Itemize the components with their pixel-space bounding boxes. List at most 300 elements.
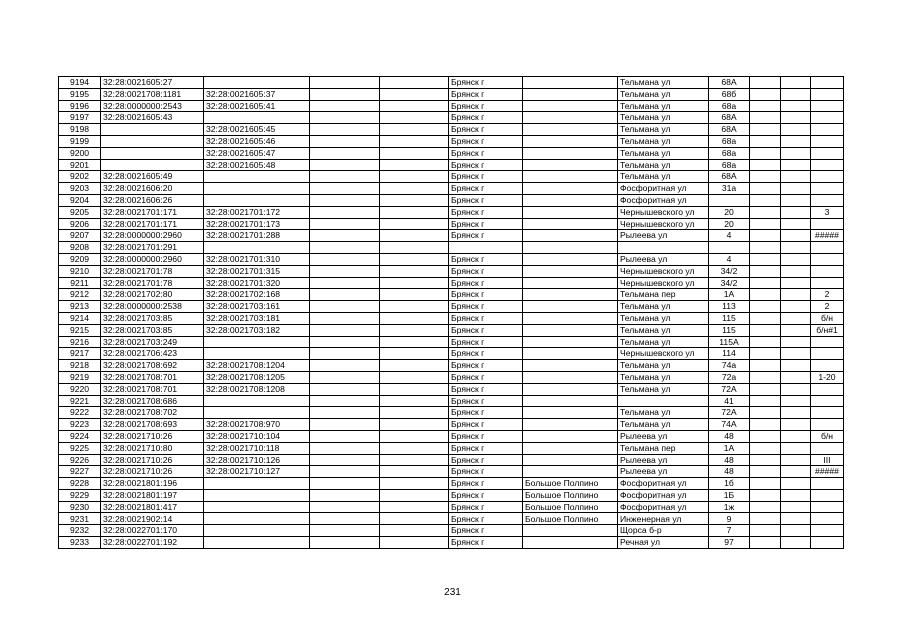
street-cell: Рылеева ул bbox=[618, 454, 709, 466]
table-row bbox=[59, 407, 844, 419]
blank-cell bbox=[310, 206, 380, 218]
parent-cadastral-cell bbox=[204, 537, 310, 549]
blank-cell bbox=[380, 371, 449, 383]
parent-cadastral-cell bbox=[204, 112, 310, 124]
blank-cell bbox=[781, 171, 811, 183]
apartment-cell bbox=[811, 383, 844, 395]
apartment-cell bbox=[811, 407, 844, 419]
parent-cadastral-cell: 32:28:0021605:48 bbox=[204, 159, 310, 171]
row-number-cell: 9207 bbox=[59, 230, 101, 242]
row-number-cell: 9227 bbox=[59, 466, 101, 478]
table-row bbox=[59, 336, 844, 348]
row-number-cell: 9226 bbox=[59, 454, 101, 466]
locality-cell: Большое Полпино bbox=[523, 501, 618, 513]
blank-cell bbox=[380, 501, 449, 513]
street-cell: Тельмана ул bbox=[618, 407, 709, 419]
blank-cell bbox=[380, 537, 449, 549]
street-cell: Тельмана ул bbox=[618, 383, 709, 395]
house-cell: 4 bbox=[709, 230, 750, 242]
city-cell: Брянск г bbox=[449, 206, 523, 218]
blank-cell bbox=[310, 419, 380, 431]
blank-cell bbox=[781, 277, 811, 289]
table-row bbox=[59, 277, 844, 289]
city-cell: Брянск г bbox=[449, 360, 523, 372]
table-row bbox=[59, 218, 844, 230]
table-row bbox=[59, 253, 844, 265]
row-number-cell: 9211 bbox=[59, 277, 101, 289]
blank-cell bbox=[750, 242, 781, 254]
blank-cell bbox=[380, 159, 449, 171]
blank-cell bbox=[310, 183, 380, 195]
blank-cell bbox=[310, 230, 380, 242]
blank-cell bbox=[310, 360, 380, 372]
blank-cell bbox=[781, 419, 811, 431]
parent-cadastral-cell: 32:28:0021605:37 bbox=[204, 88, 310, 100]
house-cell: 1б bbox=[709, 478, 750, 490]
blank-cell bbox=[380, 147, 449, 159]
blank-cell bbox=[781, 454, 811, 466]
blank-cell bbox=[750, 360, 781, 372]
parent-cadastral-cell bbox=[204, 242, 310, 254]
apartment-cell bbox=[811, 112, 844, 124]
blank-cell bbox=[750, 88, 781, 100]
parent-cadastral-cell: 32:28:0021701:320 bbox=[204, 277, 310, 289]
blank-cell bbox=[310, 289, 380, 301]
locality-cell bbox=[523, 442, 618, 454]
city-cell: Брянск г bbox=[449, 348, 523, 360]
row-number-cell: 9216 bbox=[59, 336, 101, 348]
city-cell: Брянск г bbox=[449, 489, 523, 501]
locality-cell bbox=[523, 253, 618, 265]
apartment-cell bbox=[811, 360, 844, 372]
cadastral-number-cell: 32:28:0021801:197 bbox=[101, 489, 204, 501]
apartment-cell bbox=[811, 277, 844, 289]
street-cell: Тельмана пер bbox=[618, 442, 709, 454]
street-cell: Фосфоритная ул bbox=[618, 478, 709, 490]
street-cell: Рылеева ул bbox=[618, 430, 709, 442]
cadastral-number-cell bbox=[101, 159, 204, 171]
parent-cadastral-cell bbox=[204, 171, 310, 183]
street-cell: Тельмана ул bbox=[618, 301, 709, 313]
house-cell: 68А bbox=[709, 171, 750, 183]
cadastral-number-cell: 32:28:0000000:2538 bbox=[101, 301, 204, 313]
blank-cell bbox=[380, 171, 449, 183]
blank-cell bbox=[750, 466, 781, 478]
blank-cell bbox=[380, 100, 449, 112]
locality-cell bbox=[523, 135, 618, 147]
apartment-cell bbox=[811, 501, 844, 513]
blank-cell bbox=[380, 466, 449, 478]
blank-cell bbox=[750, 253, 781, 265]
blank-cell bbox=[380, 489, 449, 501]
blank-cell bbox=[380, 407, 449, 419]
house-cell: 115 bbox=[709, 324, 750, 336]
blank-cell bbox=[750, 478, 781, 490]
house-cell: 31а bbox=[709, 183, 750, 195]
table-row bbox=[59, 324, 844, 336]
blank-cell bbox=[310, 489, 380, 501]
blank-cell bbox=[310, 312, 380, 324]
house-cell bbox=[709, 242, 750, 254]
blank-cell bbox=[750, 289, 781, 301]
city-cell: Брянск г bbox=[449, 253, 523, 265]
blank-cell bbox=[750, 454, 781, 466]
blank-cell bbox=[380, 324, 449, 336]
house-cell: 113 bbox=[709, 301, 750, 313]
blank-cell bbox=[750, 383, 781, 395]
locality-cell bbox=[523, 525, 618, 537]
blank-cell bbox=[310, 159, 380, 171]
table-row bbox=[59, 171, 844, 183]
cadastral-number-cell: 32:28:0021710:80 bbox=[101, 442, 204, 454]
cadastral-number-cell: 32:28:0021706:423 bbox=[101, 348, 204, 360]
blank-cell bbox=[781, 289, 811, 301]
cadastral-number-cell: 32:28:0021708:701 bbox=[101, 383, 204, 395]
city-cell: Брянск г bbox=[449, 112, 523, 124]
city-cell: Брянск г bbox=[449, 171, 523, 183]
locality-cell bbox=[523, 430, 618, 442]
table-body bbox=[59, 77, 844, 549]
city-cell: Брянск г bbox=[449, 124, 523, 136]
row-number-cell: 9204 bbox=[59, 194, 101, 206]
house-cell: 68а bbox=[709, 135, 750, 147]
street-cell: Рылеева ул bbox=[618, 230, 709, 242]
blank-cell bbox=[750, 489, 781, 501]
blank-cell bbox=[781, 312, 811, 324]
street-cell: Тельмана ул bbox=[618, 171, 709, 183]
blank-cell bbox=[310, 218, 380, 230]
parent-cadastral-cell bbox=[204, 395, 310, 407]
house-cell: 68а bbox=[709, 100, 750, 112]
street-cell: Тельмана ул bbox=[618, 159, 709, 171]
parent-cadastral-cell bbox=[204, 407, 310, 419]
street-cell: Тельмана ул bbox=[618, 419, 709, 431]
apartment-cell: б/н bbox=[811, 312, 844, 324]
blank-cell bbox=[750, 135, 781, 147]
blank-cell bbox=[750, 395, 781, 407]
table-row bbox=[59, 478, 844, 490]
row-number-cell: 9196 bbox=[59, 100, 101, 112]
blank-cell bbox=[380, 88, 449, 100]
cadastral-number-cell: 32:28:0021701:78 bbox=[101, 265, 204, 277]
blank-cell bbox=[781, 371, 811, 383]
locality-cell bbox=[523, 395, 618, 407]
house-cell: 1А bbox=[709, 289, 750, 301]
blank-cell bbox=[781, 135, 811, 147]
city-cell: Брянск г bbox=[449, 454, 523, 466]
blank-cell bbox=[750, 407, 781, 419]
blank-cell bbox=[781, 88, 811, 100]
apartment-cell bbox=[811, 489, 844, 501]
city-cell: Брянск г bbox=[449, 194, 523, 206]
parent-cadastral-cell: 32:28:0021605:46 bbox=[204, 135, 310, 147]
parent-cadastral-cell: 32:28:0021703:161 bbox=[204, 301, 310, 313]
blank-cell bbox=[750, 336, 781, 348]
apartment-cell bbox=[811, 525, 844, 537]
blank-cell bbox=[310, 100, 380, 112]
row-number-cell: 9206 bbox=[59, 218, 101, 230]
blank-cell bbox=[310, 395, 380, 407]
city-cell: Брянск г bbox=[449, 430, 523, 442]
blank-cell bbox=[750, 371, 781, 383]
locality-cell bbox=[523, 454, 618, 466]
row-number-cell: 9233 bbox=[59, 537, 101, 549]
table-row bbox=[59, 265, 844, 277]
blank-cell bbox=[310, 265, 380, 277]
blank-cell bbox=[750, 501, 781, 513]
cadastral-number-cell: 32:28:0021605:49 bbox=[101, 171, 204, 183]
city-cell: Брянск г bbox=[449, 537, 523, 549]
table-row bbox=[59, 159, 844, 171]
house-cell: 1А bbox=[709, 442, 750, 454]
street-cell: Тельмана ул bbox=[618, 100, 709, 112]
locality-cell bbox=[523, 206, 618, 218]
blank-cell bbox=[750, 100, 781, 112]
blank-cell bbox=[380, 301, 449, 313]
parent-cadastral-cell bbox=[204, 513, 310, 525]
blank-cell bbox=[380, 454, 449, 466]
apartment-cell: 3 bbox=[811, 206, 844, 218]
apartment-cell bbox=[811, 242, 844, 254]
house-cell: 68а bbox=[709, 147, 750, 159]
blank-cell bbox=[750, 112, 781, 124]
locality-cell bbox=[523, 230, 618, 242]
blank-cell bbox=[781, 100, 811, 112]
street-cell: Тельмана ул bbox=[618, 360, 709, 372]
house-cell: 68А bbox=[709, 77, 750, 89]
blank-cell bbox=[310, 501, 380, 513]
blank-cell bbox=[781, 265, 811, 277]
blank-cell bbox=[750, 430, 781, 442]
cadastral-number-cell bbox=[101, 135, 204, 147]
blank-cell bbox=[380, 253, 449, 265]
cadastral-number-cell: 32:28:0021708:692 bbox=[101, 360, 204, 372]
apartment-cell bbox=[811, 513, 844, 525]
locality-cell bbox=[523, 194, 618, 206]
street-cell: Чернышевского ул bbox=[618, 277, 709, 289]
blank-cell bbox=[380, 112, 449, 124]
blank-cell bbox=[781, 183, 811, 195]
blank-cell bbox=[750, 312, 781, 324]
street-cell: Инженерная ул bbox=[618, 513, 709, 525]
blank-cell bbox=[781, 501, 811, 513]
cadastral-number-cell: 32:28:0021902:14 bbox=[101, 513, 204, 525]
house-cell: 97 bbox=[709, 537, 750, 549]
blank-cell bbox=[310, 383, 380, 395]
house-cell: 114 bbox=[709, 348, 750, 360]
parent-cadastral-cell: 32:28:0021703:182 bbox=[204, 324, 310, 336]
blank-cell bbox=[380, 206, 449, 218]
street-cell: Фосфоритная ул bbox=[618, 183, 709, 195]
blank-cell bbox=[380, 77, 449, 89]
table-row bbox=[59, 147, 844, 159]
blank-cell bbox=[380, 383, 449, 395]
blank-cell bbox=[781, 489, 811, 501]
cadastral-number-cell: 32:28:0021605:27 bbox=[101, 77, 204, 89]
table-row bbox=[59, 124, 844, 136]
cadastral-number-cell: 32:28:0000000:2543 bbox=[101, 100, 204, 112]
apartment-cell bbox=[811, 218, 844, 230]
blank-cell bbox=[310, 301, 380, 313]
blank-cell bbox=[310, 242, 380, 254]
blank-cell bbox=[380, 218, 449, 230]
blank-cell bbox=[310, 147, 380, 159]
locality-cell bbox=[523, 301, 618, 313]
street-cell: Тельмана ул bbox=[618, 77, 709, 89]
street-cell: Тельмана ул bbox=[618, 312, 709, 324]
row-number-cell: 9215 bbox=[59, 324, 101, 336]
apartment-cell bbox=[811, 159, 844, 171]
parent-cadastral-cell: 32:28:0021701:172 bbox=[204, 206, 310, 218]
table-row bbox=[59, 383, 844, 395]
parent-cadastral-cell: 32:28:0021605:45 bbox=[204, 124, 310, 136]
cadastral-number-cell: 32:28:0021606:26 bbox=[101, 194, 204, 206]
blank-cell bbox=[310, 253, 380, 265]
table-row bbox=[59, 419, 844, 431]
cadastral-number-cell: 32:28:0021701:291 bbox=[101, 242, 204, 254]
parent-cadastral-cell: 32:28:0021701:173 bbox=[204, 218, 310, 230]
house-cell: 20 bbox=[709, 206, 750, 218]
parent-cadastral-cell bbox=[204, 77, 310, 89]
city-cell: Брянск г bbox=[449, 312, 523, 324]
house-cell: 34/2 bbox=[709, 265, 750, 277]
locality-cell bbox=[523, 77, 618, 89]
city-cell: Брянск г bbox=[449, 159, 523, 171]
locality-cell bbox=[523, 88, 618, 100]
apartment-cell: 1-20 bbox=[811, 371, 844, 383]
apartment-cell bbox=[811, 100, 844, 112]
blank-cell bbox=[781, 206, 811, 218]
blank-cell bbox=[310, 466, 380, 478]
locality-cell bbox=[523, 324, 618, 336]
blank-cell bbox=[781, 395, 811, 407]
parent-cadastral-cell: 32:28:0021708:1208 bbox=[204, 383, 310, 395]
blank-cell bbox=[781, 336, 811, 348]
row-number-cell: 9210 bbox=[59, 265, 101, 277]
locality-cell bbox=[523, 289, 618, 301]
table-row bbox=[59, 289, 844, 301]
blank-cell bbox=[380, 395, 449, 407]
row-number-cell: 9221 bbox=[59, 395, 101, 407]
locality-cell bbox=[523, 360, 618, 372]
cadastral-number-cell: 32:28:0021703:249 bbox=[101, 336, 204, 348]
blank-cell bbox=[750, 537, 781, 549]
house-cell: 68А bbox=[709, 124, 750, 136]
blank-cell bbox=[310, 336, 380, 348]
apartment-cell bbox=[811, 88, 844, 100]
cadastral-number-cell: 32:28:0021606:20 bbox=[101, 183, 204, 195]
house-cell: 72А bbox=[709, 407, 750, 419]
blank-cell bbox=[781, 442, 811, 454]
blank-cell bbox=[380, 430, 449, 442]
blank-cell bbox=[781, 513, 811, 525]
blank-cell bbox=[310, 124, 380, 136]
cadastral-number-cell: 32:28:0021605:43 bbox=[101, 112, 204, 124]
locality-cell: Большое Полпино bbox=[523, 513, 618, 525]
blank-cell bbox=[310, 442, 380, 454]
blank-cell bbox=[310, 525, 380, 537]
parent-cadastral-cell: 32:28:0021708:970 bbox=[204, 419, 310, 431]
table-row bbox=[59, 348, 844, 360]
parent-cadastral-cell bbox=[204, 478, 310, 490]
locality-cell bbox=[523, 124, 618, 136]
cadastral-number-cell: 32:28:0021703:85 bbox=[101, 324, 204, 336]
locality-cell bbox=[523, 336, 618, 348]
locality-cell bbox=[523, 348, 618, 360]
table-row bbox=[59, 100, 844, 112]
table-row bbox=[59, 537, 844, 549]
street-cell: Тельмана ул bbox=[618, 124, 709, 136]
blank-cell bbox=[750, 419, 781, 431]
row-number-cell: 9224 bbox=[59, 430, 101, 442]
parent-cadastral-cell bbox=[204, 501, 310, 513]
locality-cell bbox=[523, 159, 618, 171]
blank-cell bbox=[380, 442, 449, 454]
parent-cadastral-cell bbox=[204, 348, 310, 360]
apartment-cell: б/н bbox=[811, 430, 844, 442]
table-row bbox=[59, 135, 844, 147]
blank-cell bbox=[781, 383, 811, 395]
apartment-cell bbox=[811, 135, 844, 147]
cadastral-number-cell: 32:28:0021710:26 bbox=[101, 454, 204, 466]
apartment-cell bbox=[811, 348, 844, 360]
apartment-cell: ##### bbox=[811, 466, 844, 478]
table-row bbox=[59, 301, 844, 313]
blank-cell bbox=[750, 171, 781, 183]
apartment-cell: 2 bbox=[811, 289, 844, 301]
house-cell: 1Б bbox=[709, 489, 750, 501]
apartment-cell bbox=[811, 124, 844, 136]
parent-cadastral-cell: 32:28:0021710:126 bbox=[204, 454, 310, 466]
blank-cell bbox=[781, 537, 811, 549]
blank-cell bbox=[380, 183, 449, 195]
parent-cadastral-cell: 32:28:0021701:288 bbox=[204, 230, 310, 242]
table-row bbox=[59, 430, 844, 442]
blank-cell bbox=[380, 194, 449, 206]
apartment-cell bbox=[811, 253, 844, 265]
locality-cell bbox=[523, 265, 618, 277]
blank-cell bbox=[380, 348, 449, 360]
blank-cell bbox=[310, 513, 380, 525]
blank-cell bbox=[750, 348, 781, 360]
parent-cadastral-cell: 32:28:0021701:315 bbox=[204, 265, 310, 277]
blank-cell bbox=[781, 230, 811, 242]
house-cell: 34/2 bbox=[709, 277, 750, 289]
house-cell: 74а bbox=[709, 360, 750, 372]
blank-cell bbox=[750, 230, 781, 242]
city-cell: Брянск г bbox=[449, 289, 523, 301]
blank-cell bbox=[310, 407, 380, 419]
table-row bbox=[59, 371, 844, 383]
house-cell: 48 bbox=[709, 430, 750, 442]
house-cell bbox=[709, 194, 750, 206]
apartment-cell bbox=[811, 77, 844, 89]
city-cell: Брянск г bbox=[449, 301, 523, 313]
blank-cell bbox=[310, 537, 380, 549]
blank-cell bbox=[781, 478, 811, 490]
row-number-cell: 9201 bbox=[59, 159, 101, 171]
locality-cell bbox=[523, 147, 618, 159]
blank-cell bbox=[781, 324, 811, 336]
blank-cell bbox=[380, 525, 449, 537]
cadastral-number-cell bbox=[101, 124, 204, 136]
blank-cell bbox=[750, 265, 781, 277]
blank-cell bbox=[380, 124, 449, 136]
blank-cell bbox=[310, 77, 380, 89]
blank-cell bbox=[380, 135, 449, 147]
row-number-cell: 9200 bbox=[59, 147, 101, 159]
parent-cadastral-cell: 32:28:0021703:181 bbox=[204, 312, 310, 324]
